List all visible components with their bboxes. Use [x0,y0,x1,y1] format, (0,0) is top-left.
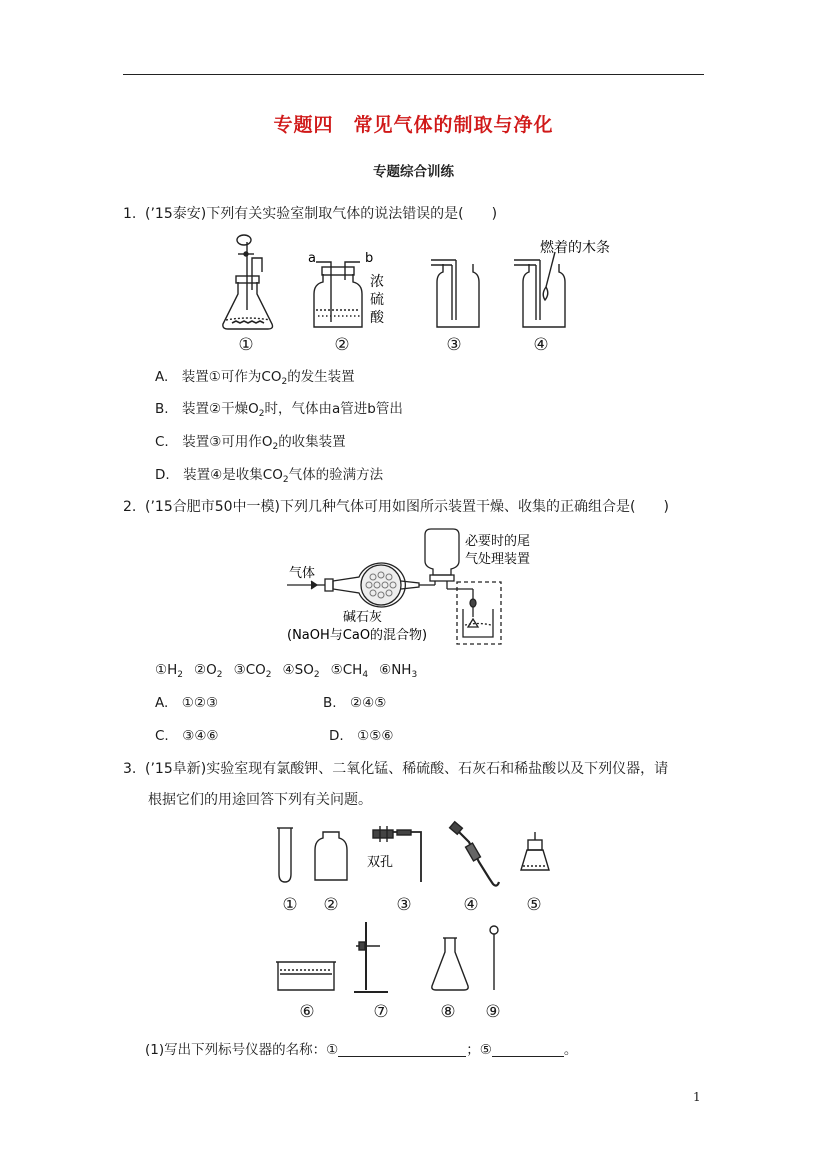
instrument-label: ⑨ [485,1002,501,1022]
acid-label-2: 硫 [370,292,384,308]
q3-instruments-row1 [265,820,565,900]
alcohol-lamp [521,850,549,870]
question-3-stem-line1 [123,759,668,779]
inverted-bottle [425,529,459,575]
figure-label: ③ [446,335,462,355]
q2-option-b[interactable]: B. ②④⑤ [323,695,387,711]
figure-label: ② [334,335,350,355]
tail-label-line1: 必要时的尾 [465,534,531,549]
test-tube [279,828,291,882]
agent-label: 碱石灰 [343,610,383,625]
page-number: 1 [693,1090,701,1104]
figure-label: ① [238,335,254,355]
question-number: 1. [123,206,137,222]
instrument-label: ③ [396,895,412,915]
q3-instruments-row2 [270,918,520,1000]
q2-option-d[interactable]: D. ①⑤⑥ [329,728,394,744]
tube-b-label: b [365,251,374,266]
instrument-label: ④ [463,895,479,915]
question-number: 2. [123,499,137,515]
q1-apparatus-figure [210,232,620,337]
question-1-stem [123,204,497,224]
wide-mouth-bottle [315,832,347,880]
figure-label: ④ [533,335,549,355]
instrument-label: ⑦ [373,1002,389,1022]
instrument-label: ① [282,895,298,915]
question-number: 3. [123,761,137,777]
q2-gas-list: $①H_2$ $②O_2$ $③CO_2$ $④SO_2$ $⑤CH_4$ $⑥NH_3$ [155,662,418,680]
generator-flask-apparatus [223,235,273,329]
acid-label-1: 浓 [370,274,384,290]
page-subtitle: 专题综合训练 [373,164,454,180]
answer-blank-5[interactable] [492,1041,564,1057]
question-text: (’15合肥市50中一模)下列几种气体可用如图所示装置干燥、收集的正确组合是( ) [145,499,669,515]
q1-option-c[interactable]: C. 装置③可用作$O_2$的收集装置 [155,434,346,452]
stopper-label: 双孔 [367,855,394,870]
splint-label: 燃着的木条 [540,240,610,256]
instrument-label: ② [323,895,339,915]
acid-label-3: 酸 [370,310,384,326]
question-3-stem-line2: 根据它们的用途回答下列有关问题。 [148,792,372,808]
answer-blank-1[interactable] [338,1041,466,1057]
question-text: (’15泰安)下列有关实验室制取气体的说法错误的是( ) [145,206,498,222]
tail-label-line2: 气处理装置 [465,552,531,567]
q2-apparatus-figure [285,527,585,647]
q1-option-d[interactable]: D. 装置④是收集$CO_2$气体的验满方法 [155,467,384,485]
header-rule [123,74,704,75]
instrument-label: ⑤ [526,895,542,915]
q3-part-1: (1)写出下列标号仪器的名称：① ；⑤ 。 [145,1042,578,1058]
washing-bottle-apparatus [314,262,362,327]
splint-test-apparatus [514,252,565,327]
agent-note: (NaOH与CaO的混合物) [287,628,428,643]
q1-option-b[interactable]: B. 装置②干燥$O_2$时，气体由a管进b管出 [155,401,403,419]
question-text: (’15阜新)实验室现有氯酸钾、二氧化锰、稀硫酸、石灰石和稀盐酸以及下列仪器，请 [145,761,669,777]
stirring-rod [490,926,498,934]
gas-label: 气体 [289,566,316,581]
two-hole-stopper [373,830,393,838]
instrument-label: ⑥ [299,1002,315,1022]
collecting-bottle-apparatus [431,260,479,327]
instrument-label: ⑧ [440,1002,456,1022]
water-trough [278,962,334,990]
page-title: 专题四 常见气体的制取与净化 [273,114,554,136]
tube-a-label: a [308,251,316,266]
question-2-stem [123,497,669,517]
conical-flask [432,938,468,990]
q2-option-c[interactable]: C. ③④⑥ [155,728,219,744]
q1-option-a[interactable]: A. 装置①可作为$CO_2$的发生装置 [155,369,355,387]
q2-option-a[interactable]: A. ①②③ [155,695,219,711]
